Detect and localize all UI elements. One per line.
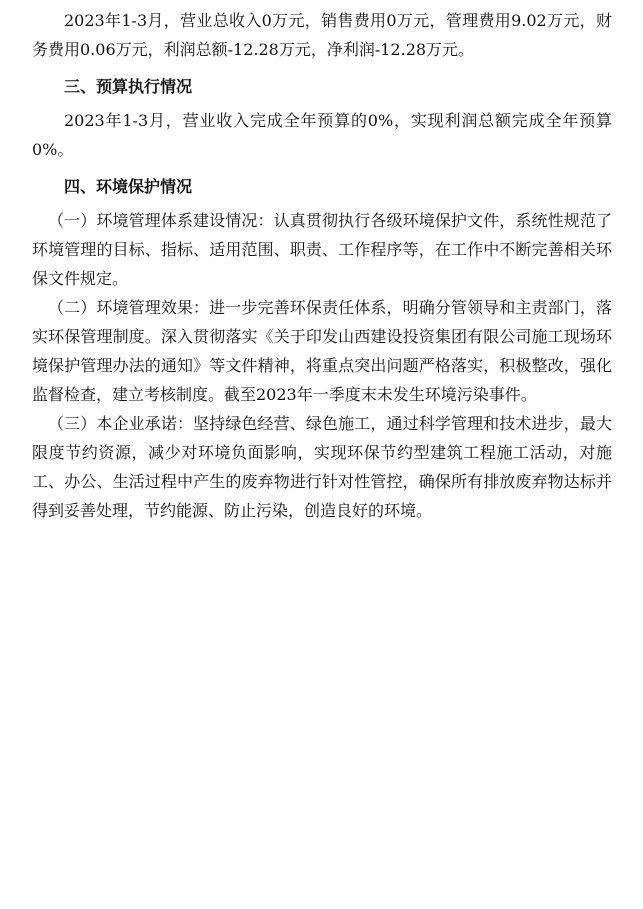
- section-heading-environment: 四、环境保护情况: [64, 177, 193, 196]
- environment-effect-paragraph: （二）环境管理效果：进一步完善环保责任体系，明确分管领导和主责部门，落实环保管理制度。深入贯彻落实《关于印发山西建设投资集团有限公司施工现场环境保护管理办法的通知》等文件精神，将重点突出问题严格落实，积极整改，强化监督检查，建立考核制度。截至2023年一季度末未发生环境污染事件。: [32, 298, 612, 404]
- document-body: [32, 6, 612, 525]
- section-heading-budget: 三、预算执行情况: [64, 77, 193, 96]
- enterprise-commitment-paragraph: （三）本企业承诺：坚持绿色经营、绿色施工，通过科学管理和技术进步，最大限度节约资源，减少对环境负面影响，实现环保节约型建筑工程施工活动，对施工、办公、生活过程中产生的废弃物进行针对性管控，确保所有排放废弃物达标并得到妥善处理，节约能源、防止污染，创造良好的环境。: [32, 414, 612, 520]
- environment-system-paragraph: （一）环境管理体系建设情况：认真贯彻执行各级环境保护文件，系统性规范了环境管理的目标、指标、适用范围、职责、工作程序等，在工作中不断完善相关环保文件规定。: [32, 211, 612, 288]
- budget-execution-paragraph: 2023年1-3月，营业收入完成全年预算的0%，实现利润总额完成全年预算0%。: [32, 111, 612, 159]
- financial-summary-paragraph: 2023年1-3月，营业总收入0万元，销售费用0万元，管理费用9.02万元，财务费用0.06万元，利润总额-12.28万元，净利润-12.28万元。: [32, 11, 612, 59]
